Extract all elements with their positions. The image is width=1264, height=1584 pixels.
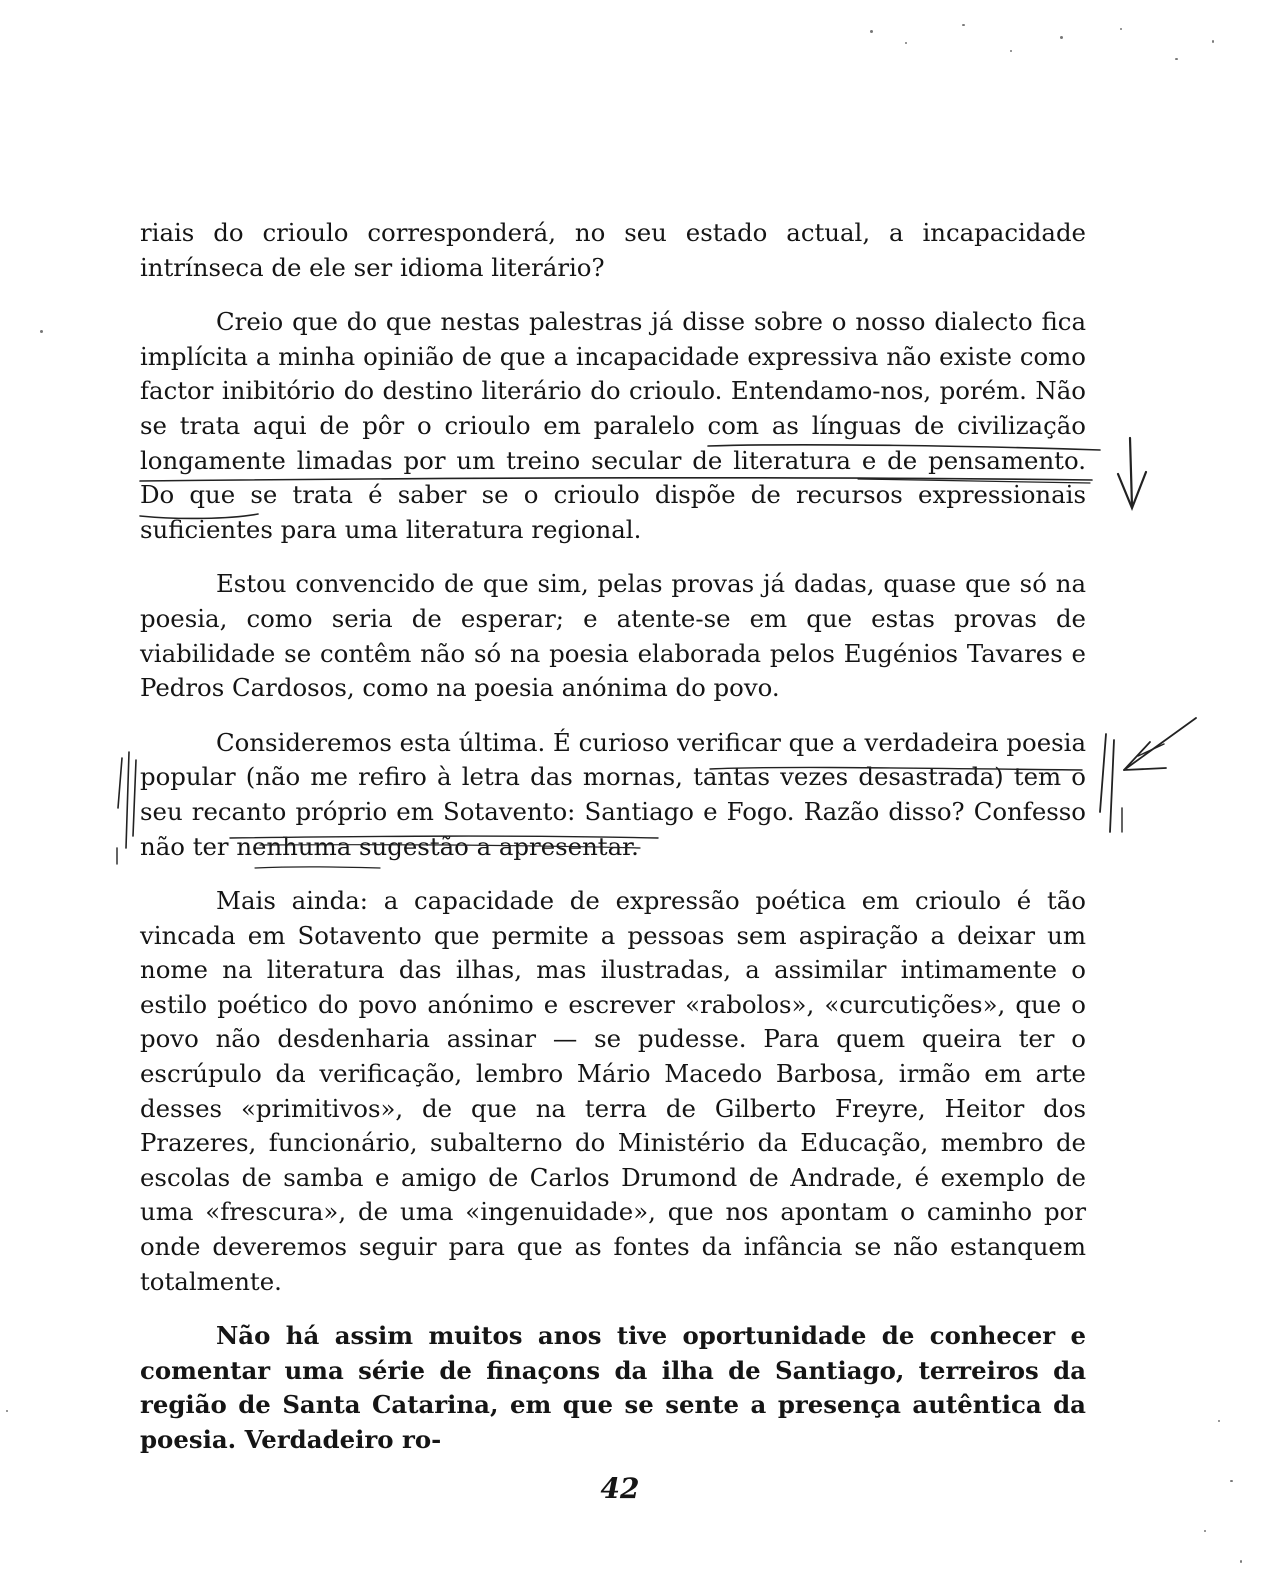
arrow-mark [1118, 472, 1146, 508]
arrow-mark [1124, 742, 1166, 770]
margin-mark [1110, 740, 1114, 832]
margin-mark [133, 760, 136, 836]
paragraph-3: Estou convencido de que sim, pelas provas já dadas, quase que só na poesia, como seria de esperar; e atente-se em que estas provas de viabilidade se contêm não só na poesia elaborada pelos Eugénios Tavares e Pedros Cardosos, como na poesia anónima do povo. [140, 569, 1086, 703]
page-number: 42 [600, 1472, 640, 1505]
paragraph-4: Consideremos esta última. É curioso verificar que a verdadeira poesia popular (não me refiro à letra das mornas, tantas vezes desastrada) tem o seu recanto próprio em Sotavento: Santiago e Fogo. Razão disso? Confesso não ter nenhuma sugestão a apresentar. [140, 727, 1086, 861]
arrow-mark [1130, 438, 1132, 506]
paragraph-6: Não há assim muitos anos tive oportunidade de conhecer e comentar uma série de finaçons da ilha de Santiago, terreiros da região de Santa Catarina, em que se sente a presença autêntica da poesia. Verdadeiro ro- [140, 1321, 1086, 1454]
paragraph-2: Creio que do que nestas palestras já disse sobre o nosso dialecto fica implícita a minha opinião de que a incapacidade expressiva não existe como factor inibitório do destino literário do crioulo. Entendamo-nos, porém. Não se trata aqui de pôr o crioulo em paralelo com as línguas de civilização longamente limadas por um treino secular de literatura e de pensamento. Do que se trata é saber se o crioulo dispõe de recursos expressionais suficientes para uma literatura regional. [140, 307, 1086, 544]
arrow-mark [1124, 718, 1196, 770]
arrow-mark [1138, 744, 1164, 756]
margin-mark [118, 758, 122, 808]
body-text [140, 216, 1086, 1458]
margin-mark [126, 752, 129, 848]
paragraph-5: Mais ainda: a capacidade de expressão poética em crioulo é tão vincada em Sotavento que permite a pessoas sem aspiração a deixar um nome na literatura das ilhas, mas ilustradas, a assimilar intimamente o estilo poético do povo anónimo e escrever «rabolos», «curcutições», que o povo não desdenharia assinar — se pudesse. Para quem queira ter o escrúpulo da verificação, lembro Mário Macedo Barbosa, irmão em arte desses «primitivos», de que na terra de Gilberto Freyre, Heitor dos Prazeres, funcionário, subalterno do Ministério da Educação, membro de escolas de samba e amigo de Carlos Drumond de Andrade, é exemplo de uma «frescura», de uma «ingenuidade», que nos apontam o caminho por onde deveremos seguir para que as fontes da infância se não estanquem totalmente. [140, 886, 1086, 1296]
margin-mark [1100, 734, 1106, 812]
paragraph-1: riais do crioulo corresponderá, no seu estado actual, a incapacidade intrínseca de ele ser idioma literário? [140, 218, 1086, 282]
